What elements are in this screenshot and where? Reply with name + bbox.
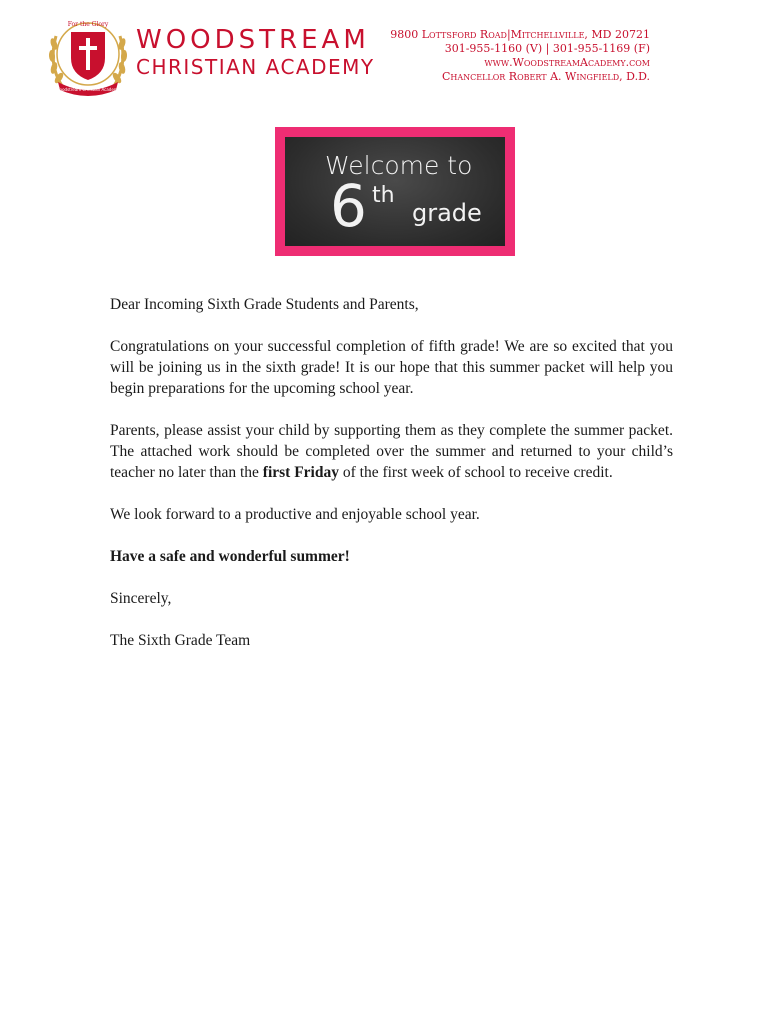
deadline-emphasis: first Friday xyxy=(262,464,339,481)
school-name xyxy=(136,26,375,80)
contact-block xyxy=(390,28,650,84)
letter-body xyxy=(110,294,673,651)
paragraph-2-text-start: Parents, please assist your child by supporting them as they complete the summer packet. The attached work should be completed over the summer and returned to your child’s teacher no later than the xyxy=(110,422,673,481)
school-address: 9800 Lottsford Road|Mitchellville, MD 20721 xyxy=(390,28,650,41)
banner-welcome: Welcome to xyxy=(325,151,473,180)
welcome-banner xyxy=(275,127,515,256)
letter-closing-wish: Have a safe and wonderful summer! xyxy=(110,548,350,565)
school-seal-icon xyxy=(44,14,132,96)
paragraph-2-text-end: of the first week of school to receive credit. xyxy=(338,464,613,481)
school-phones: 301-955-1160 (V) | 301-955-1169 (F) xyxy=(444,42,650,55)
letter-paragraph-3: We look forward to a productive and enjoyable school year. xyxy=(110,506,480,523)
school-name-line2: CHRISTIAN ACADEMY xyxy=(136,55,375,79)
chalkboard xyxy=(285,137,505,246)
letter-salutation: Dear Incoming Sixth Grade Students and Parents, xyxy=(110,296,419,313)
letter-paragraph-1: Congratulations on your successful completion of fifth grade! We are so excited that you will be joining us in the sixth grade! It is our hope that this summer packet will help you begin preparations for the upcoming school year. xyxy=(110,338,673,397)
letter-signoff: Sincerely, xyxy=(110,590,172,607)
banner-suffix: th xyxy=(372,183,395,208)
banner-number: 6 xyxy=(330,172,367,240)
school-website[interactable]: www.WoodstreamAcademy.com xyxy=(484,56,650,69)
school-chancellor: Chancellor Robert A. Wingfield, D.D. xyxy=(441,70,650,83)
letter-signature: The Sixth Grade Team xyxy=(110,632,251,649)
school-name-line1: WOODSTREAM xyxy=(136,25,370,55)
seal-motto: For the Glory xyxy=(67,21,109,28)
letter-paragraph-2 xyxy=(110,420,673,483)
banner-grade: grade xyxy=(412,199,482,227)
seal-ribbon-text: Woodstream Christian Academy xyxy=(55,87,121,92)
